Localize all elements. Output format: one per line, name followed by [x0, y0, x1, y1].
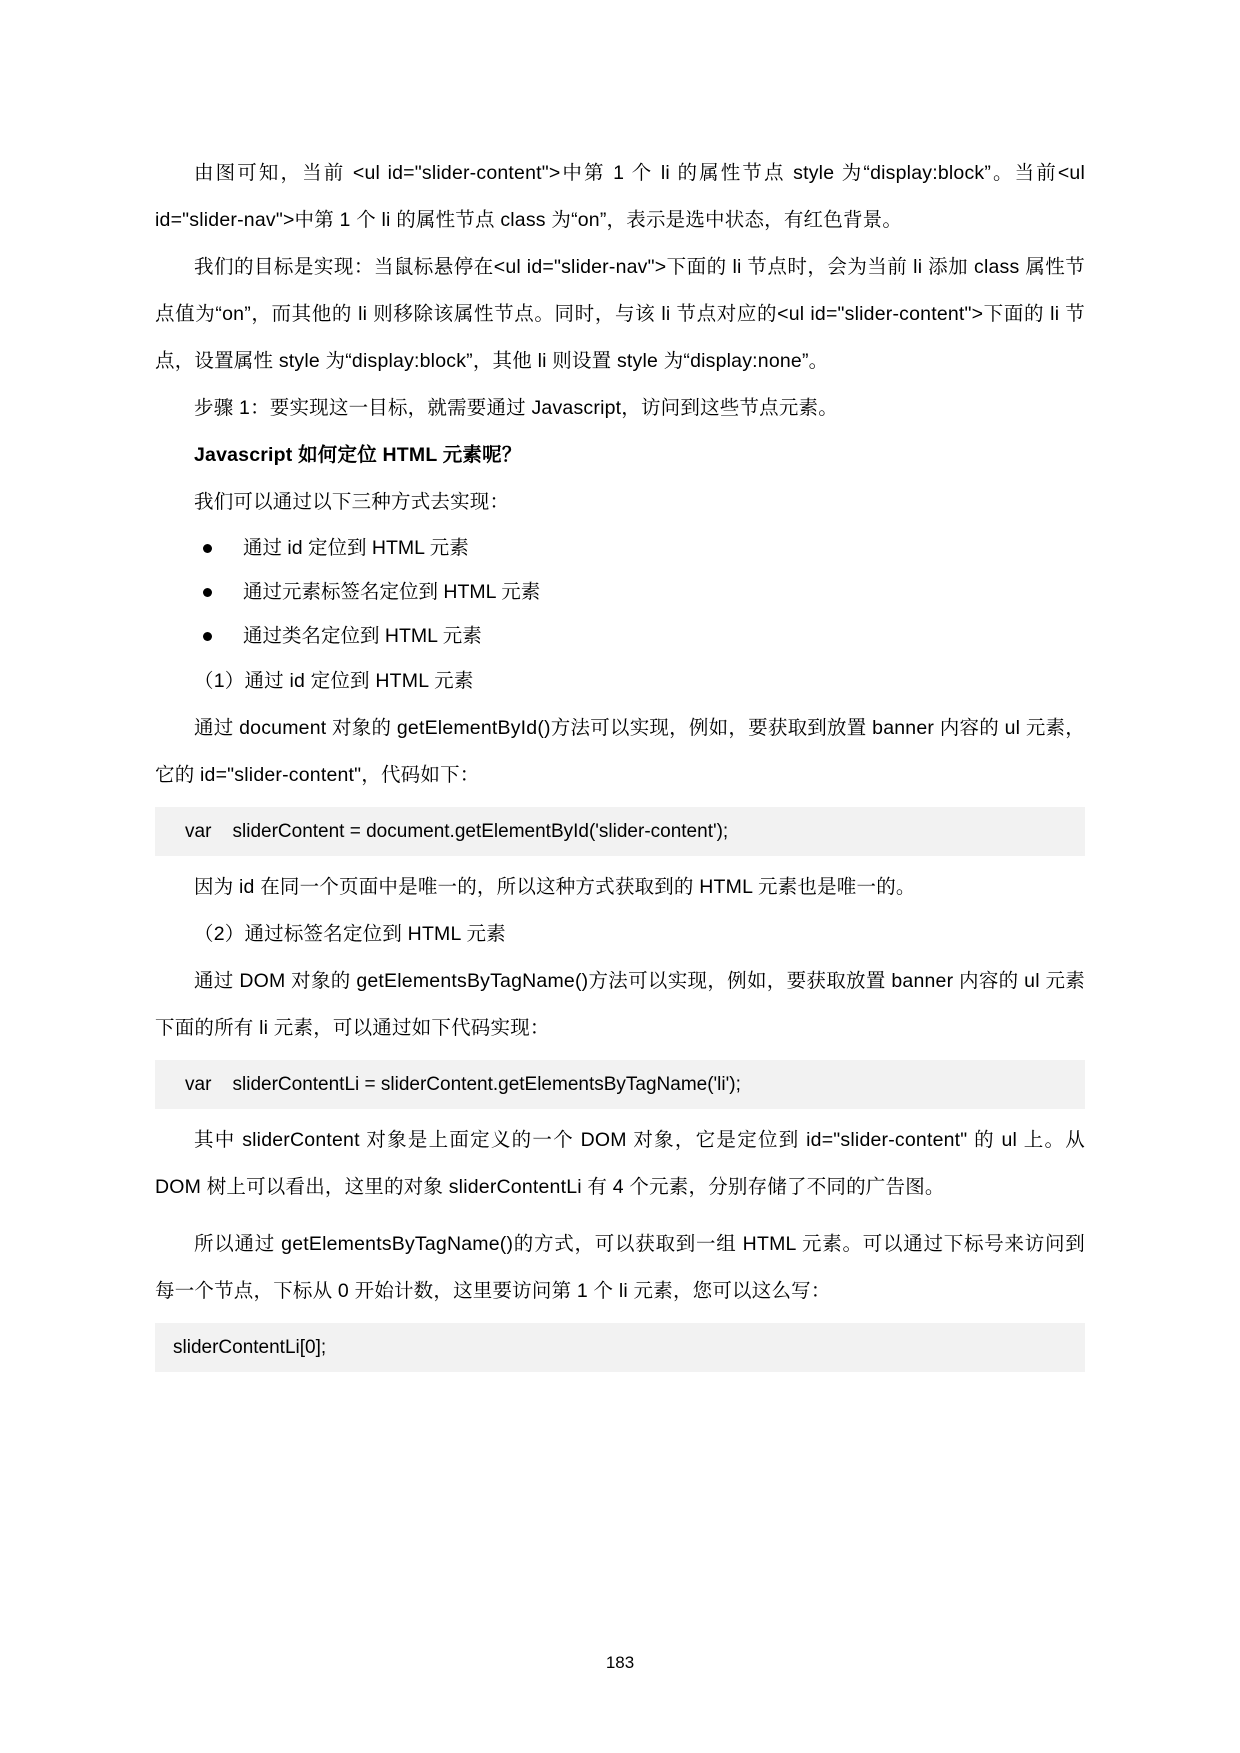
- paragraph-intro: 由图可知，当前 <ul id="slider-content">中第 1 个 li 的属性节点 style 为“display:block”。当前<ul id="slider-nav">中第 1 个 li 的属性节点 class 为“on”，表示是选中状态，有红色背景。: [155, 162, 1085, 231]
- heading-locate-html: Javascript 如何定位 HTML 元素呢？: [194, 444, 522, 466]
- code-block-index-access: sliderContentLi[0];: [155, 1323, 1085, 1372]
- section2-title: （2）通过标签名定位到 HTML 元素: [194, 923, 506, 945]
- list-item: 通过类名定位到 HTML 元素: [155, 614, 1085, 658]
- page-number: 183: [605, 1653, 635, 1672]
- code-block-getelementsbytagname: var sliderContentLi = sliderContent.getElementsByTagName('li');: [155, 1060, 1085, 1109]
- code-block-getelementbyid: var sliderContent = document.getElementById('slider-content');: [155, 807, 1085, 856]
- section2-note: 其中 sliderContent 对象是上面定义的一个 DOM 对象，它是定位到 id="slider-content" 的 ul 上。从 DOM 树上可以看出，这里的对象 sliderContentLi 有 4 个元素，分别存储了不同的广告图。: [155, 1129, 1085, 1198]
- list-item: 通过元素标签名定位到 HTML 元素: [155, 570, 1085, 614]
- section1-title: （1）通过 id 定位到 HTML 元素: [194, 670, 474, 692]
- section1-note: 因为 id 在同一个页面中是唯一的，所以这种方式获取到的 HTML 元素也是唯一的。: [194, 876, 916, 898]
- paragraph-step1: 步骤 1：要实现这一目标，就需要通过 Javascript，访问到这些节点元素。: [194, 397, 838, 419]
- paragraph-methods-intro: 我们可以通过以下三种方式去实现：: [194, 491, 510, 513]
- section2-note2: 所以通过 getElementsByTagName()的方式，可以获取到一组 HTML 元素。可以通过下标号来访问到每一个节点，下标从 0 开始计数，这里要访问第 1 个 li 元素，您可以这么写：: [155, 1233, 1085, 1302]
- methods-bullet-list: [155, 526, 1085, 658]
- list-item: 通过 id 定位到 HTML 元素: [155, 526, 1085, 570]
- section1-body: 通过 document 对象的 getElementById()方法可以实现，例如，要获取到放置 banner 内容的 ul 元素，它的 id="slider-content"，代码如下：: [155, 717, 1085, 786]
- paragraph-goal: 我们的目标是实现：当鼠标悬停在<ul id="slider-nav">下面的 li 节点时，会为当前 li 添加 class 属性节点值为“on”，而其他的 li 则移除该属性节点。同时，与该 li 节点对应的<ul id="slider-content">下面的 li 节点，设置属性 style 为“display:block”，其他 li 则设置 style 为“display:none”。: [155, 256, 1085, 372]
- section2-body: 通过 DOM 对象的 getElementsByTagName()方法可以实现，例如，要获取放置 banner 内容的 ul 元素下面的所有 li 元素，可以通过如下代码实现：: [155, 970, 1085, 1039]
